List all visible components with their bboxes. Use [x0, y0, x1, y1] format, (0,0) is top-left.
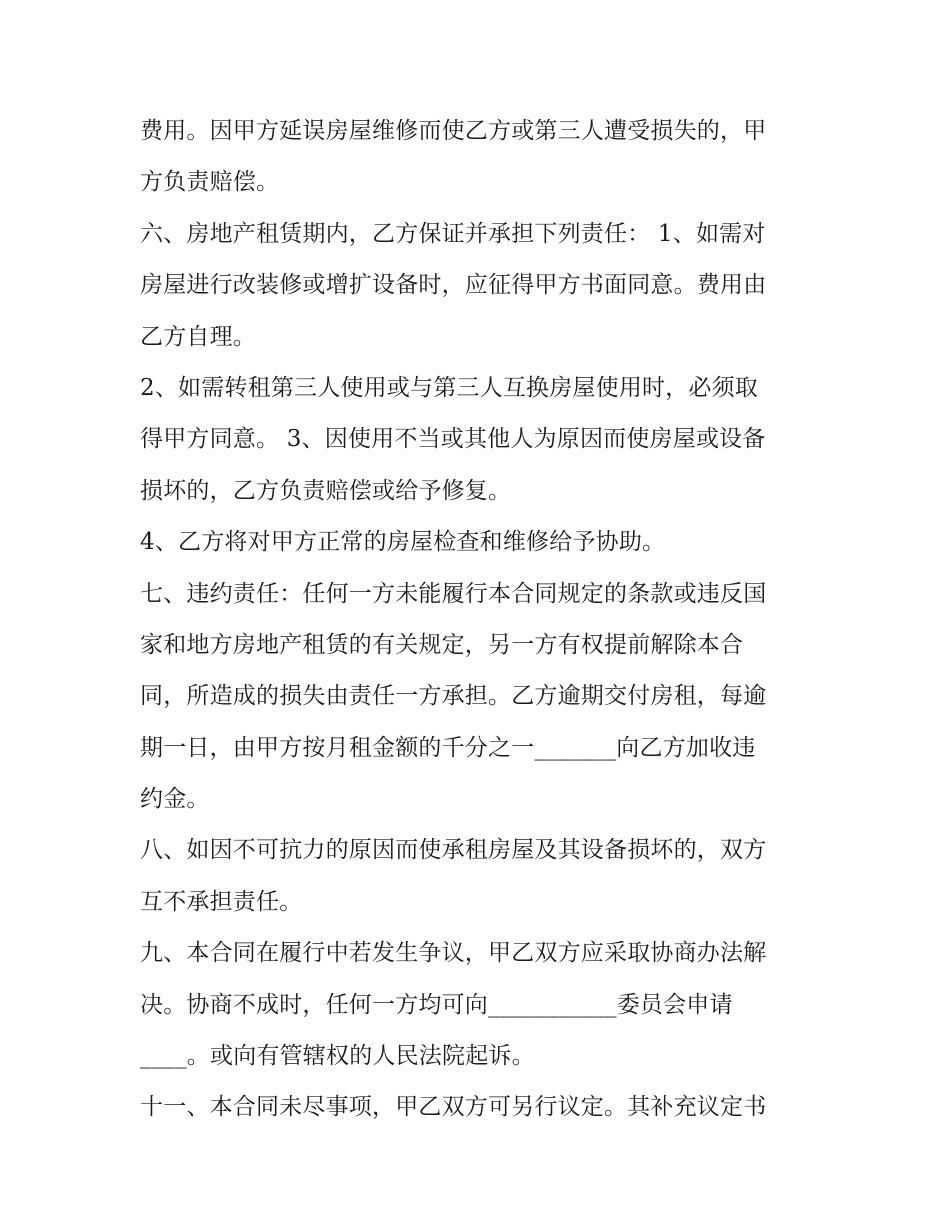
- text-line: 决。协商不成时，任何一方均可向___________委员会申请: [140, 991, 733, 1018]
- text-line: 方负责赔偿。: [140, 169, 280, 196]
- text-line: 期一日，由甲方按月租金额的千分之一_______向乙方加收违: [140, 734, 756, 761]
- text-line: 八、如因不可抗力的原因而使承租房屋及其设备损坏的，双方: [140, 837, 767, 864]
- text-line: ____。或向有管辖权的人民法院起诉。: [140, 1043, 535, 1070]
- document-body: [140, 106, 820, 1134]
- text-line: 费用。因甲方延误房屋维修而使乙方或第三人遭受损失的，甲: [140, 118, 767, 144]
- text-line: 七、违约责任：任何一方未能履行本合同规定的条款或违反国: [140, 580, 767, 607]
- text-line: 4、乙方将对甲方正常的房屋检查和维修给予协助。: [140, 529, 666, 556]
- text-line: 2、如需转租第三人使用或与第三人互换房屋使用时，必须取: [140, 374, 759, 401]
- text-line: 损坏的，乙方负责赔偿或给予修复。: [140, 477, 512, 504]
- text-line: 互不承担责任。: [140, 888, 303, 915]
- text-line: 同，所造成的损失由责任一方承担。乙方逾期交付房租，每逾: [140, 683, 767, 710]
- text-line: 乙方自理。: [140, 323, 256, 350]
- text-line: 得甲方同意。 3、因使用不当或其他人为原因而使房屋或设备: [140, 426, 766, 453]
- text-line: 九、本合同在履行中若发生争议，甲乙双方应采取协商办法解: [140, 940, 767, 967]
- text-line: 十一、本合同未尽事项，甲乙双方可另行议定。其补充议定书: [140, 1094, 767, 1121]
- text-line: 家和地方房地产租赁的有关规定，另一方有权提前解除本合: [140, 631, 744, 658]
- text-line: 约金。: [140, 786, 210, 813]
- text-line: 房屋进行改装修或增扩设备时，应征得甲方书面同意。费用由: [140, 272, 767, 299]
- text-line: 六、房地产租赁期内，乙方保证并承担下列责任： 1、如需对: [140, 220, 766, 247]
